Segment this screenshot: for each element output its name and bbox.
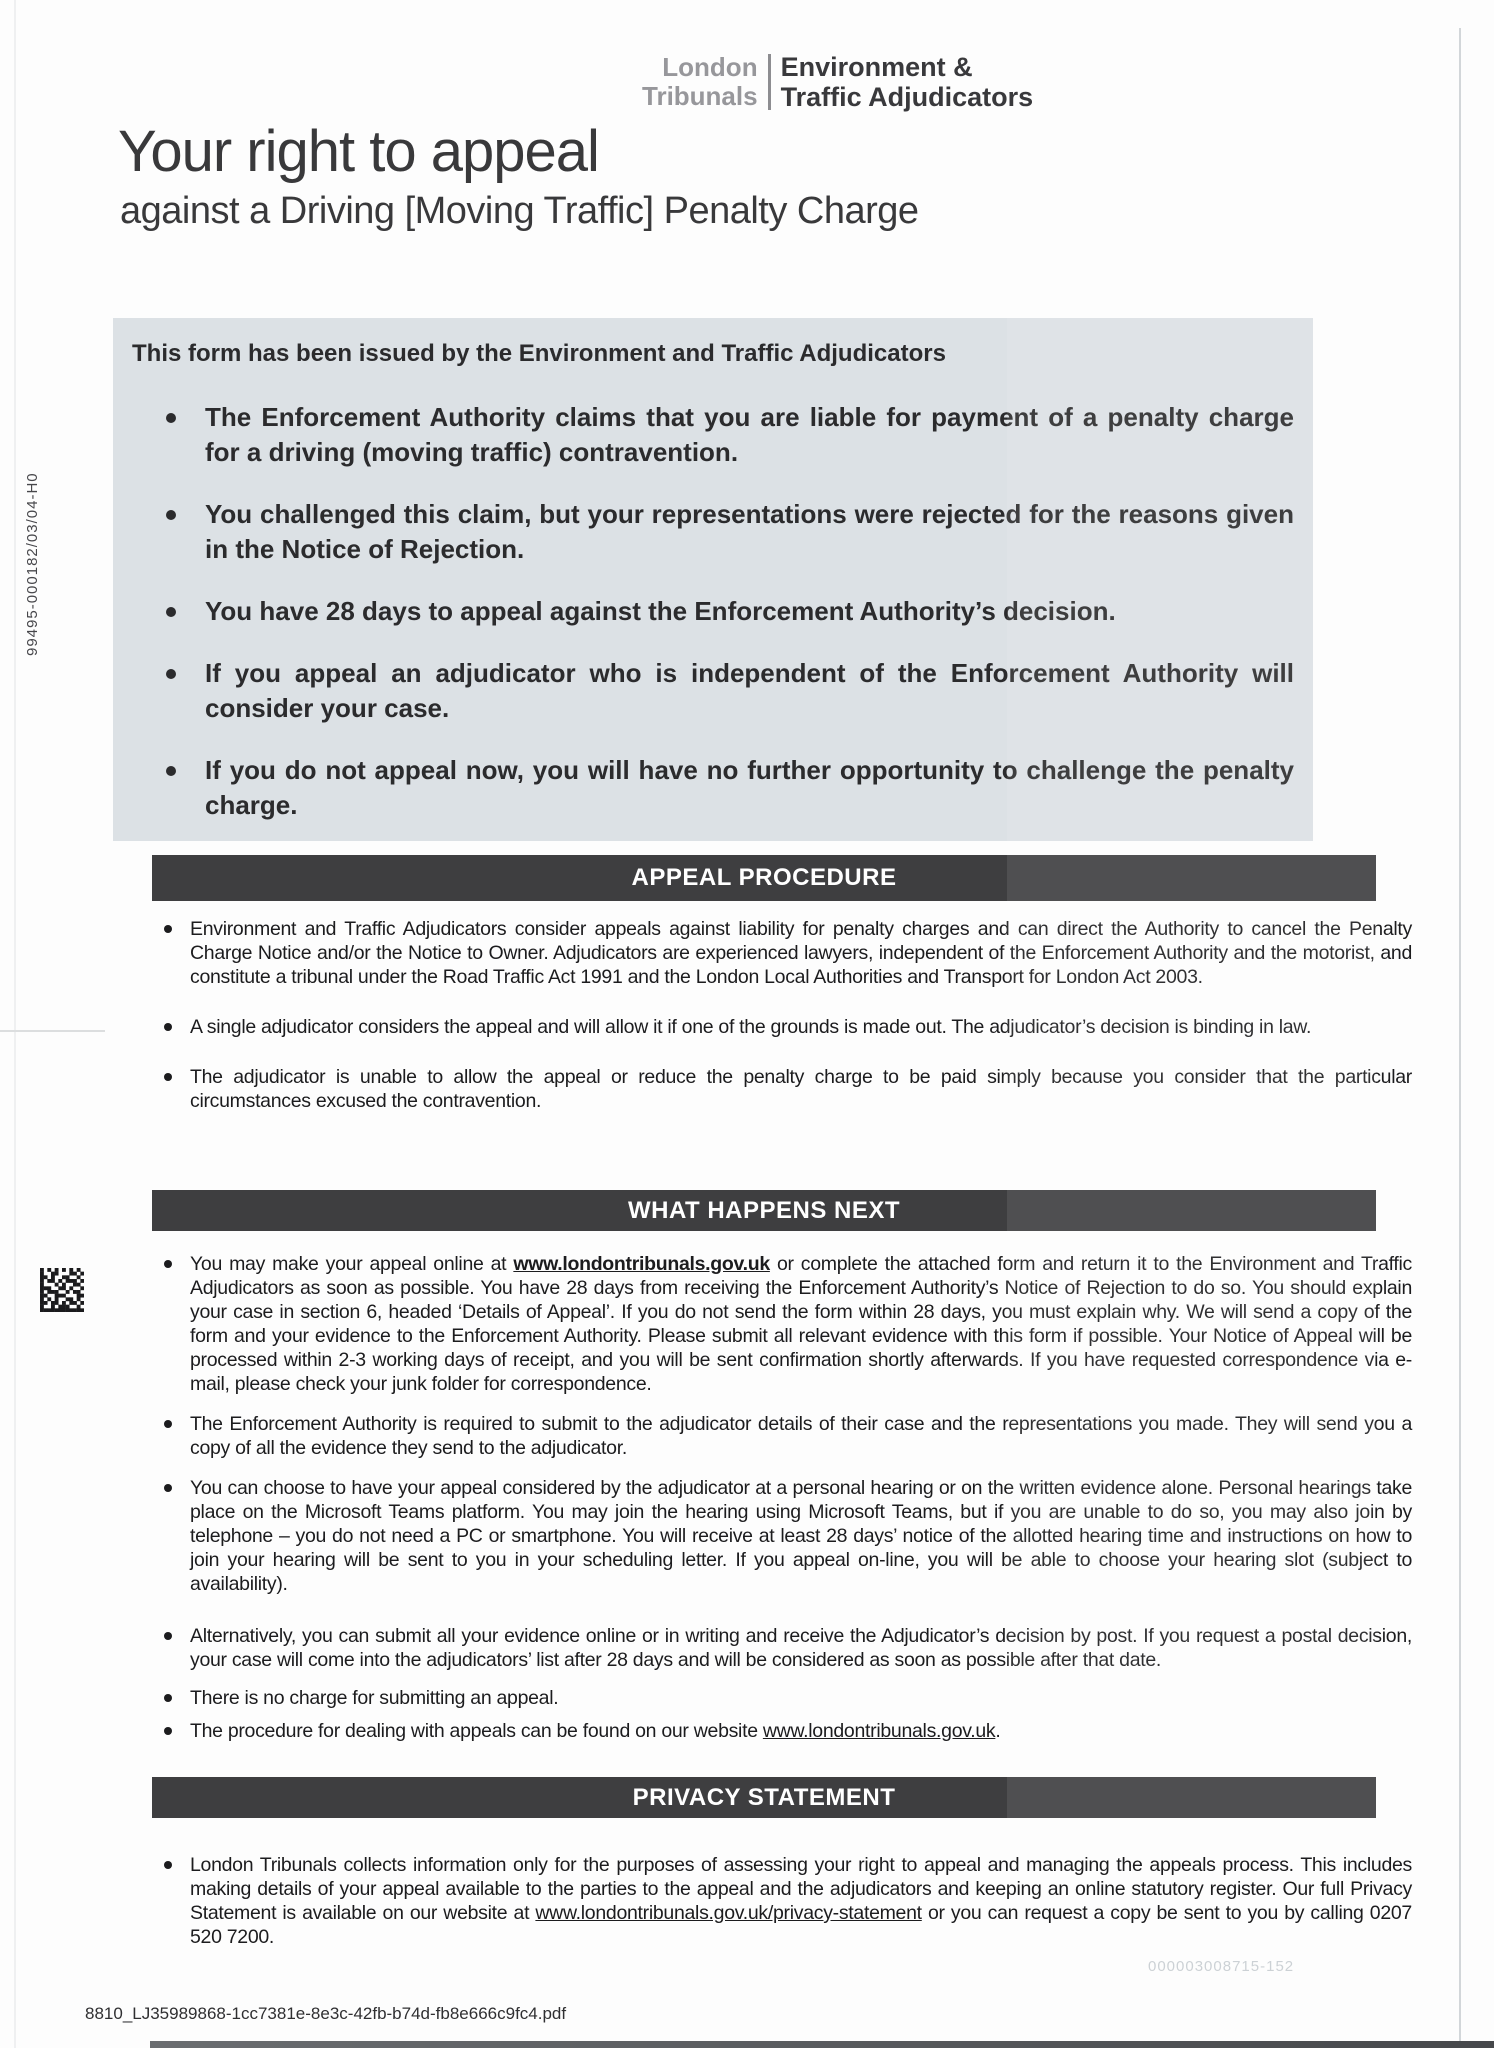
- scan-right-edge-artifact: [1459, 28, 1461, 2048]
- side-reference-number: 99495-000182/03/04-H0: [24, 472, 41, 656]
- bullet-item: [152, 917, 1412, 989]
- section-header-privacy-statement: [152, 1777, 1376, 1818]
- page-title: Your right to appeal: [118, 119, 599, 184]
- bullet-text: You have 28 days to appeal against the Enforcement Authority’s decision.: [205, 596, 1116, 626]
- page-subtitle: against a Driving [Moving Traffic] Penalty Charge: [120, 190, 919, 232]
- link-text: www.londontribunals.gov.uk: [762, 1720, 996, 1742]
- section-heading-label: WHAT HAPPENS NEXT: [627, 1196, 901, 1224]
- section-heading-label: PRIVACY STATEMENT: [632, 1783, 896, 1811]
- bullet-text: The procedure for dealing with appeals can be found on our website: [190, 1720, 763, 1742]
- bullet-item: [152, 1015, 1412, 1039]
- intro-bullet-item: [130, 656, 1296, 726]
- bullet-text: Alternatively, you can submit all your evidence online or in writing and receive the Adjudicator’s decision by post. If you request a postal decision, your case will come into the adjudicators’ list after 28 days and will be considered as soon as possible after that date.: [190, 1625, 1412, 1671]
- london-tribunals-logo: [642, 52, 1033, 112]
- bullet-text: You may make your appeal online at: [190, 1253, 514, 1275]
- data-matrix-barcode: [40, 1268, 84, 1314]
- intro-bullet-item: [130, 594, 1296, 629]
- footer-filename: 8810_LJ35989868-1cc7381e-8e3c-42fb-b74d-fb8e666c9fc4.pdf: [85, 2004, 567, 2023]
- link-text: www.londontribunals.gov.uk/privacy-statement: [535, 1902, 922, 1924]
- link-text: www.londontribunals.gov.uk: [513, 1253, 770, 1275]
- bullet-item: [152, 1476, 1412, 1596]
- intro-box: [113, 318, 1313, 841]
- logo-org-line1: London: [662, 52, 758, 82]
- bullet-text: You can choose to have your appeal considered by the adjudicator at a personal hearing or on the written evidence alone. Personal hearings take place on the Microsoft Teams platform. You may join the hearing using Microsoft Teams, but if you are unable to do so, you may also join by telephone – you do not need a PC or smartphone. You will receive at least 28 days’ notice of the allotted hearing time and instructions on how to join your hearing will be sent to you in your scheduling letter. If you appeal on-line, you will be able to choose your hearing slot (subject to availability).: [190, 1477, 1412, 1595]
- bullet-text: There is no charge for submitting an appeal.: [190, 1687, 559, 1709]
- bullet-item: [152, 1719, 1412, 1743]
- intro-bullet-list: [130, 400, 1296, 823]
- logo-dept-line2: Traffic Adjudicators: [780, 82, 1034, 112]
- scan-fold-line-artifact: [0, 1030, 105, 1032]
- logo-dept-line1: Environment &: [780, 52, 973, 82]
- intro-bullet-item: [130, 497, 1296, 567]
- section-header-what-happens-next: [152, 1190, 1376, 1231]
- bullet-item: [152, 1412, 1412, 1460]
- faint-reference-number: 000003008715-152: [1148, 1958, 1295, 1975]
- privacy-statement-bullet-list: [152, 1853, 1412, 1949]
- bullet-text: or complete the attached form and return it to the Environment and Traffic Adjudicators as soon as possible. You have 28 days from receiving the Enforcement Authority’s Notice of Rejection to do so. You should explain your case in section 6, headed ‘Details of Appeal’. If you do not send the form within 28 days, you must explain why. We will send a copy of the form and your evidence to the Enforcement Authority. Please submit all relevant evidence with this form if possible. Your Notice of Appeal will be processed within 2-3 working days of receipt, and you will be sent confirmation shortly afterwards. If you have requested correspondence via e-mail, please check your junk folder for correspondence.: [190, 1253, 1412, 1395]
- intro-bullet-item: [130, 400, 1296, 470]
- appeal-procedure-bullet-list: [152, 917, 1412, 1139]
- bullet-text: The Enforcement Authority claims that you are liable for payment of a penalty charge for a driving (moving traffic) contravention.: [205, 402, 1294, 467]
- bullet-text: You challenged this claim, but your representations were rejected for the reasons given in the Notice of Rejection.: [205, 499, 1294, 564]
- bullet-text: or you can request a copy be sent to you by calling 0207 520 7200.: [190, 1902, 1412, 1948]
- bullet-text: The adjudicator is unable to allow the appeal or reduce the penalty charge to be paid simply because you consider that the particular circumstances excused the contravention.: [190, 1066, 1412, 1112]
- bullet-text: The Enforcement Authority is required to submit to the adjudicator details of their case and the representations you made. They will send you a copy of all the evidence they send to the adjudicator.: [190, 1413, 1412, 1459]
- what-happens-next-bullet-list: [152, 1252, 1412, 1759]
- logo-org-name: [642, 52, 768, 112]
- bullet-item: [152, 1624, 1412, 1672]
- intro-bullet-item: [130, 753, 1296, 823]
- bullet-item: [152, 1065, 1412, 1113]
- bullet-text: .: [995, 1720, 1001, 1742]
- bullet-text: Environment and Traffic Adjudicators consider appeals against liability for penalty charges and can direct the Authority to cancel the Penalty Charge Notice and/or the Notice to Owner. Adjudicators are experienced lawyers, independent of the Enforcement Authority and the motorist, and constitute a tribunal under the Road Traffic Act 1991 and the London Local Authorities and Transport for London Act 2003.: [190, 918, 1412, 988]
- bullet-item: [152, 1686, 1412, 1710]
- logo-dept-name: [771, 52, 1034, 112]
- bullet-text: A single adjudicator considers the appeal and will allow it if one of the grounds is made out. The adjudicator’s decision is binding in law.: [190, 1016, 1312, 1038]
- section-heading-label: APPEAL PROCEDURE: [631, 864, 897, 891]
- bullet-item: [152, 1853, 1412, 1949]
- section-header-appeal-procedure: [152, 855, 1376, 901]
- bullet-text: If you do not appeal now, you will have no further opportunity to challenge the penalty charge.: [205, 755, 1294, 820]
- logo-org-line2: Tribunals: [642, 81, 758, 111]
- intro-heading: This form has been issued by the Environment and Traffic Adjudicators: [132, 340, 946, 367]
- bullet-item: [152, 1252, 1412, 1396]
- scan-bottom-edge-artifact: [150, 2041, 1494, 2048]
- bullet-text: London Tribunals collects information only for the purposes of assessing your right to appeal and managing the appeals process. This includes making details of your appeal available to the parties to the appeal and the adjudicators and keeping an online statutory register. Our full Privacy Statement is available on our website at: [190, 1854, 1412, 1924]
- bullet-text: If you appeal an adjudicator who is independent of the Enforcement Authority will consider your case.: [205, 658, 1294, 723]
- scan-left-edge-artifact: [14, 0, 16, 2048]
